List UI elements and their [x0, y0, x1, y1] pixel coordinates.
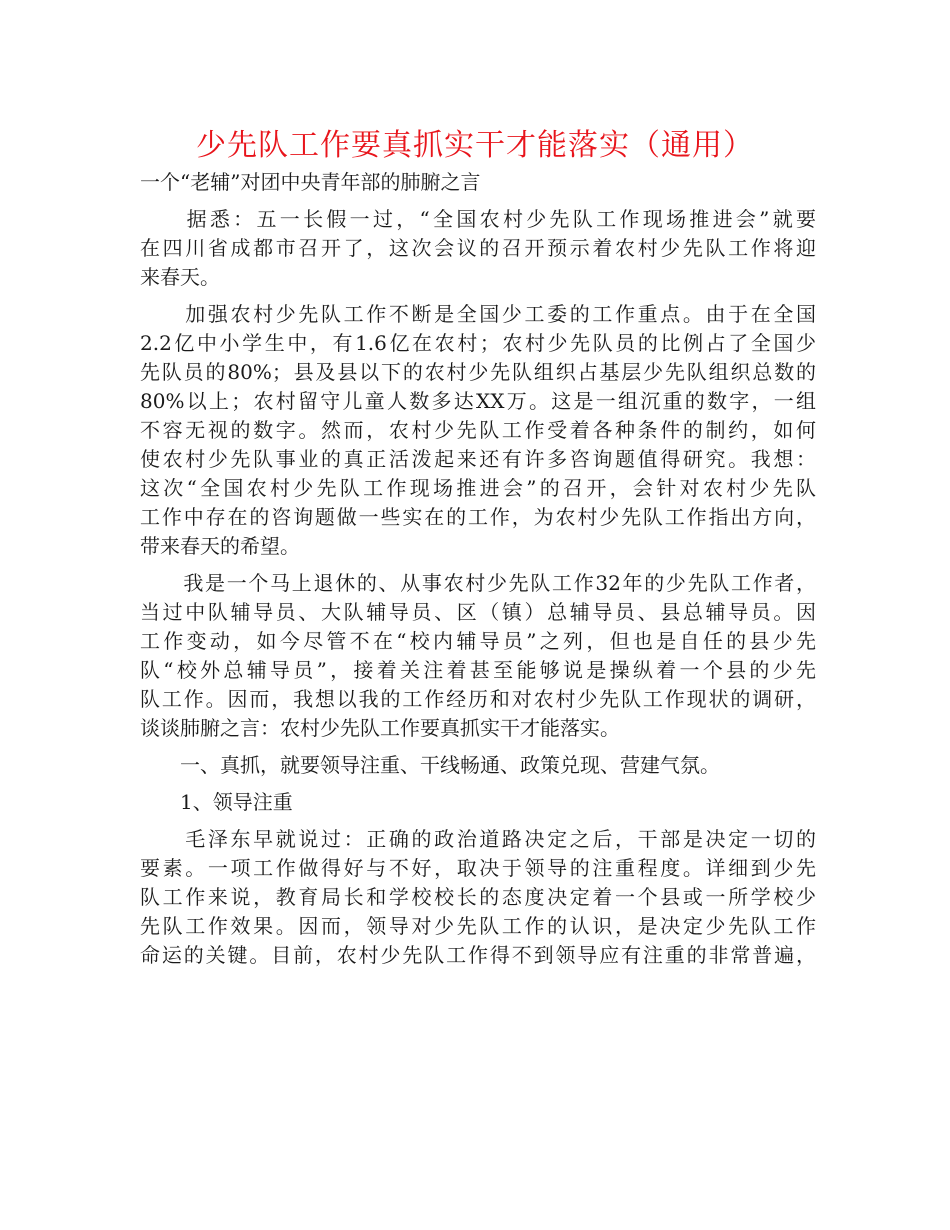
paragraph-line: 我是一个马上退休的、从事农村少先队工作32年的少先队工作者， — [140, 571, 816, 595]
paragraph-line: 带来春天的希望。 — [140, 534, 300, 558]
paragraph-line: 来春天。 — [140, 265, 220, 289]
paragraph-line: 80%以上；农村留守儿童人数多达XX万。这是一组沉重的数字，一组 — [140, 389, 816, 413]
paragraph-line: 不容无视的数字。然而，农村少先队工作受着各种条件的制约，如何 — [140, 418, 816, 442]
subsection-heading — [140, 788, 816, 817]
paragraph-4 — [140, 825, 816, 970]
paragraph-line: 一、真抓，就要领导注重、干线畅通、政策兑现、营建气氛。 — [140, 753, 720, 777]
paragraph-line: 据悉：五一长假一过，“全国农村少先队工作现场推进会”就要 — [140, 207, 816, 231]
paragraph-gap — [140, 780, 816, 788]
paragraph-line: 2.2亿中小学生中，有1.6亿在农村；农村少先队员的比例占了全国少 — [140, 331, 816, 355]
paragraph-gap — [140, 197, 816, 205]
paragraph-line: 要素。一项工作做得好与不好，取决于领导的注重程度。详细到少先 — [140, 856, 816, 880]
paragraph-line: 先队工作效果。因而，领导对少先队工作的认识，是决定少先队工作 — [140, 914, 816, 938]
paragraph-line: 这次“全国农村少先队工作现场推进会”的召开，会针对农村少先队 — [140, 476, 816, 500]
paragraph-line: 工作变动，如今尽管不在“校内辅导员”之列，但也是自任的县少先 — [140, 629, 816, 653]
paragraph-gap — [140, 292, 816, 300]
paragraph-line: 加强农村少先队工作不断是全国少工委的工作重点。由于在全国 — [140, 302, 816, 326]
paragraph-line: 在四川省成都市召开了，这次会议的召开预示着农村少先队工作将迎 — [140, 236, 816, 260]
paragraph-line: 当过中队辅导员、大队辅导员、区（镇）总辅导员、县总辅导员。因 — [140, 600, 816, 624]
paragraph-gap — [140, 561, 816, 569]
paragraph-line: 工作中存在的咨询题做一些实在的工作，为农村少先队工作指出方向， — [140, 505, 816, 529]
paragraph-line: 命运的关键。目前，农村少先队工作得不到领导应有注重的非常普遍， — [140, 943, 816, 967]
paragraph-gap — [140, 817, 816, 825]
section-heading — [140, 751, 816, 780]
paragraph-line: 谈谈肺腑之言：农村少先队工作要真抓实干才能落实。 — [140, 716, 620, 740]
document-title: 少先队工作要真抓实干才能落实（通用） — [196, 128, 754, 163]
document-subtitle: 一个“老辅”对团中央青年部的肺腑之言 — [140, 170, 481, 194]
paragraph-gap — [140, 743, 816, 751]
paragraph-2 — [140, 300, 816, 561]
paragraph-line: 先队员的80%；县及县以下的农村少先队组织占基层少先队组织总数的 — [140, 360, 816, 384]
paragraph-line: 1、领导注重 — [140, 790, 293, 814]
paragraph-3 — [140, 569, 816, 743]
paragraph-line: 毛泽东早就说过：正确的政治道路决定之后，干部是决定一切的 — [140, 827, 816, 851]
paragraph-line: 队工作来说，教育局长和学校校长的态度决定着一个县或一所学校少 — [140, 885, 816, 909]
paragraph-1 — [140, 205, 816, 292]
paragraph-line: 使农村少先队事业的真正活泼起来还有许多咨询题值得研究。我想： — [140, 447, 816, 471]
paragraph-line: 队工作。因而，我想以我的工作经历和对农村少先队工作现状的调研， — [140, 687, 816, 711]
paragraph-line: 队“校外总辅导员”，接着关注着甚至能够说是操纵着一个县的少先 — [140, 658, 816, 682]
document-body — [140, 168, 816, 970]
